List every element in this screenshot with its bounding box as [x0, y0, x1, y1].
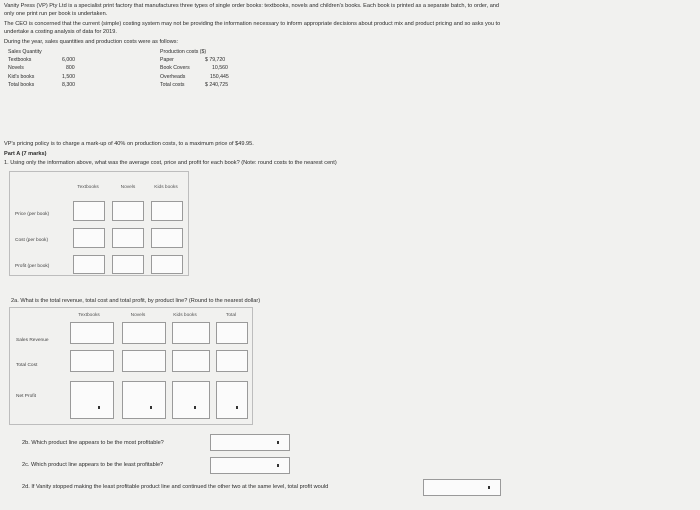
table-1-row-label: Profit (per book) — [15, 264, 50, 269]
net-profit-total-select[interactable] — [216, 381, 248, 419]
price-textbooks-input[interactable] — [73, 201, 105, 221]
chevron-down-icon — [150, 406, 152, 409]
profit-novels-input[interactable] — [112, 255, 144, 274]
question-2b: 2b. Which product line appears to be the most profitable? — [22, 440, 164, 446]
intro-line-4: undertake a costing analysis of data for 2019. — [4, 29, 117, 35]
question-1: 1. Using only the information above, what was the average cost, price and profit for each book? (Note: round costs to the nearest cent) — [4, 160, 337, 166]
table-2-col-header: Textbooks — [78, 313, 100, 318]
cost-table-header: Production costs ($) — [160, 49, 207, 55]
sales-row-label: Novels — [8, 65, 24, 71]
price-novels-input[interactable] — [112, 201, 144, 221]
pricing-policy: VP's pricing policy is to charge a mark-up of 40% on production costs, to a maximum price of $49.95. — [4, 141, 254, 147]
question-2d-select[interactable] — [423, 479, 501, 496]
net-profit-novels-select[interactable] — [122, 381, 166, 419]
sales-row-value: 8,300 — [62, 82, 75, 88]
intro-line-1: Vanity Press (VP) Pty Ltd is a specialist print factory that manufactures three types of single order books: textbooks, novels and children's books. Each book is printed as a separate batch, to order, and — [4, 3, 500, 9]
net-profit-textbooks-select[interactable] — [70, 381, 114, 419]
table-2-row-label: Sales Revenue — [16, 338, 49, 343]
cost-row-label: Overheads — [160, 74, 186, 80]
table-2-row-label: Total Cost — [16, 363, 38, 368]
chevron-down-icon — [488, 486, 490, 489]
chevron-down-icon — [277, 464, 279, 467]
profit-textbooks-input[interactable] — [73, 255, 105, 274]
sales-row-value: 6,000 — [62, 57, 75, 63]
cost-textbooks-input[interactable] — [73, 228, 105, 248]
question-2a: 2a. What is the total revenue, total cost and total profit, by product line? (Round to the nearest dollar) — [11, 298, 261, 304]
profit-kids-input[interactable] — [151, 255, 183, 274]
cost-row-value: $ 240,725 — [205, 82, 229, 88]
question-2c: 2c. Which product line appears to be the least profitable? — [22, 462, 164, 468]
table-1-col-header: Textbooks — [77, 185, 99, 190]
table-2-col-header: Novels — [130, 313, 146, 318]
chevron-down-icon — [194, 406, 196, 409]
cost-row-label: Paper — [160, 57, 174, 63]
cost-row-label: Book Covers — [160, 65, 190, 71]
table-1-row-label: Cost (per book) — [15, 238, 49, 243]
cost-row-value: $ 79,720 — [205, 57, 226, 63]
revenue-total-input[interactable] — [216, 322, 248, 344]
revenue-textbooks-input[interactable] — [70, 322, 114, 344]
chevron-down-icon — [236, 406, 238, 409]
question-2d: 2d. If Vanity stopped making the least profitable product line and continued the other two at the same level, total profit would — [22, 484, 329, 490]
cost-novels-input[interactable] — [112, 228, 144, 248]
cost-row-value: 10,560 — [212, 65, 228, 71]
total-cost-kids-input[interactable] — [172, 350, 210, 372]
sales-row-label: Total books — [8, 82, 35, 88]
part-a-heading: Part A (7 marks) — [4, 151, 47, 157]
cost-row-value: 150,445 — [210, 74, 229, 80]
chevron-down-icon — [277, 441, 279, 444]
table-1-col-header: Novels — [120, 185, 136, 190]
revenue-kids-input[interactable] — [172, 322, 210, 344]
sales-table-header: Sales Quantity — [8, 49, 42, 55]
table-1-row-label: Price (per book) — [15, 212, 50, 217]
total-cost-textbooks-input[interactable] — [70, 350, 114, 372]
table-2-row-label: Net Profit — [16, 394, 36, 399]
intro-line-2: only one print run per book is undertaken. — [4, 11, 108, 17]
intro-line-3: The CEO is concerned that the current (simple) costing system may not be providing the information necessary to inform appropriate decisions about product mix and product pricing and so asks you to — [4, 21, 501, 27]
chevron-down-icon — [98, 406, 100, 409]
total-cost-novels-input[interactable] — [122, 350, 166, 372]
question-2b-select[interactable] — [210, 434, 290, 451]
cost-row-label: Total costs — [160, 82, 185, 88]
sales-row-value: 1,500 — [62, 74, 75, 80]
sales-row-label: Textbooks — [8, 57, 32, 63]
total-cost-total-input[interactable] — [216, 350, 248, 372]
sales-row-value: 800 — [66, 65, 75, 71]
sales-row-label: Kid's books — [8, 74, 35, 80]
price-kids-input[interactable] — [151, 201, 183, 221]
table-2-col-header: Total — [225, 313, 237, 318]
table-2-col-header: Kids books — [173, 313, 197, 318]
cost-kids-input[interactable] — [151, 228, 183, 248]
table-1-col-header: Kids books — [154, 185, 178, 190]
question-2c-select[interactable] — [210, 457, 290, 474]
intro-line-5: During the year, sales quantities and production costs were as follows: — [4, 39, 179, 45]
net-profit-kids-select[interactable] — [172, 381, 210, 419]
revenue-novels-input[interactable] — [122, 322, 166, 344]
